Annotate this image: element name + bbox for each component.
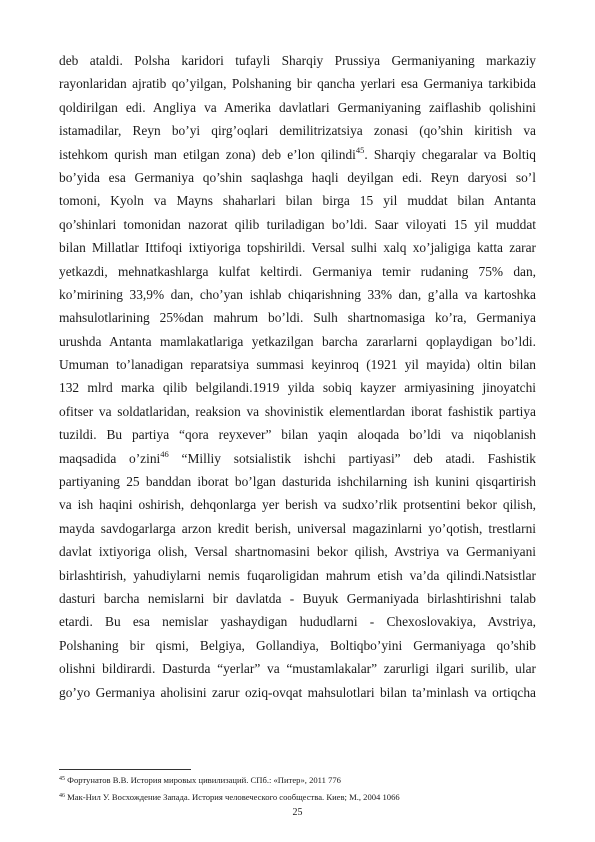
footnote-number: 45 bbox=[59, 776, 65, 782]
text-line: qoldirilgan edi. Angliya va Amerika davlatlari Germaniyaning zaiflashib qolishini bbox=[59, 99, 536, 115]
text-line: bilan Millatlar Ittifoqi ixtiyoriga topshirildi. Versal sulhi xalq xo’jaligiga katta zarar bbox=[59, 240, 536, 256]
text-segment: maqsadida o’zini bbox=[59, 450, 161, 466]
text-line: partiyaning 25 banddan iborat bo’lgan dasturida ishchilarning ish kunini qisqartirish bbox=[59, 474, 536, 490]
footnote-ref-46[interactable]: 46 bbox=[160, 448, 169, 459]
text-line: etardi. Bu esa nemislar yashaydigan hududlarni - Chexoslovakiya, Avstriya, bbox=[59, 614, 536, 630]
text-line bbox=[59, 143, 536, 166]
text-line: 132 mlrd marka qilib belgilandi.1919 yilda sobiq kayzer armiyasining jinoyatchi bbox=[59, 380, 536, 396]
text-line: Umuman to’lanadigan reparatsiya summasi keyinroq (1921 yil mayida) oltin bilan bbox=[59, 357, 536, 373]
text-line bbox=[59, 447, 536, 470]
text-line: davlat ixtiyoriga olish, Versal shartnomasini bekor qilish, Avstriya va Germaniyani bbox=[59, 544, 536, 560]
footnotes bbox=[59, 772, 536, 806]
footnote-number: 46 bbox=[59, 793, 65, 799]
text-line: tuzildi. Bu partiya “qora reyxever” bilan yaqin aloqada bo’ldi va niqoblanish bbox=[59, 427, 536, 443]
text-segment: “Milliy sotsialistik ishchi partiyasi” deb atadi. Fashistik bbox=[168, 450, 536, 466]
footnote-text: Мак-Нил У. Восхождение Запада. История человеческого сообщества. Киев; М., 2004 1066 bbox=[65, 792, 400, 802]
text-line: Polshaning bir qismi, Belgiya, Gollandiya, Boltiqbo’yini Germaniyaga qo’shib bbox=[59, 637, 536, 653]
page-number: 25 bbox=[292, 807, 303, 818]
text-line: rayonlaridan ajratib qo’yilgan, Polshaning bir qancha yerlari esa Germaniya tarkibida bbox=[59, 76, 536, 92]
footnote-46 bbox=[59, 789, 536, 806]
text-line: birlashtirish, yahudiylarni nemis fuqaroligidan mahrum etish va’da qilindi.Natsistlar bbox=[59, 567, 536, 583]
text-line: mayda savdogarlarga arzon kredit berish, universal magazinlarni yo’qotish, trestlarni bbox=[59, 520, 536, 536]
text-line: bo’yida esa Germaniya qo’shin saqlashga haqli deyilgan edi. Reyn daryosi so’l bbox=[59, 169, 536, 185]
text-line: yetkazdi, mehnatkashlarga kulfat keltirdi. Germaniya temir rudaning 75% dan, bbox=[59, 263, 536, 279]
text-line: va ish haqini oshirish, dehqonlarga yer berish va sudxo’rlik protsentini bekor qilish, bbox=[59, 497, 536, 513]
text-line: ko’mirining 33,9% dan, cho’yan ishlab chiqarishning 33% dan, g’alla va kartoshka bbox=[59, 286, 536, 302]
text-line: qo’shinlari tomonidan nazorat qilib turiladigan bo’ldi. Saar viloyati 15 yil muddat bbox=[59, 216, 536, 232]
text-line: go’yo Germaniya aholisini zarur oziq-ovqat mahsulotlari bilan ta’minlash va ortiqcha bbox=[59, 684, 536, 700]
footnote-45 bbox=[59, 772, 536, 789]
text-line: mahsulotlarining 25%dan mahrum bo’ldi. Sulh shartnomasiga ko’ra, Germaniya bbox=[59, 310, 536, 326]
text-segment: . Sharqiy chegaralar va Boltiq bbox=[364, 146, 536, 162]
footnote-ref-45[interactable]: 45 bbox=[355, 144, 365, 155]
text-segment: istehkom qurish man etilgan zona) deb e’lon qilindi bbox=[59, 146, 356, 162]
body-text bbox=[59, 49, 536, 704]
text-line: urushda Antanta mamlakatlariga yetkazilgan barcha zararlarni qoplaydigan bo’ldi. bbox=[59, 333, 536, 349]
footnote-divider bbox=[59, 769, 191, 770]
text-line: olishni bildirardi. Dasturda “yerlar” va “mustamlakalar” zarurligi ilgari surilib, ular bbox=[59, 661, 536, 677]
text-line: deb ataldi. Polsha karidori tufayli Sharqiy Prussiya Germaniyaning markaziy bbox=[59, 53, 536, 68]
text-line: tomoni, Kyoln va Mayns shaharlari bilan birga 15 yil muddat bilan Antanta bbox=[59, 193, 536, 209]
footnote-text: Фортунатов В.В. История мировых цивилизаций. СПб.: «Питер», 2011 776 bbox=[65, 775, 341, 785]
text-line: dasturi barcha nemislarni bir davlatda - Buyuk Germaniyada birlashtirishni talab bbox=[59, 590, 536, 606]
text-line: istamadilar, Reyn bo’yi qirg’oqlari demilitrizatsiya zonasi (qo’shin kiritish va bbox=[59, 123, 536, 139]
text-line: ofitser va soldatlaridan, reaksion va shovinistik elementlardan iborat fashistik partiya bbox=[59, 403, 536, 419]
